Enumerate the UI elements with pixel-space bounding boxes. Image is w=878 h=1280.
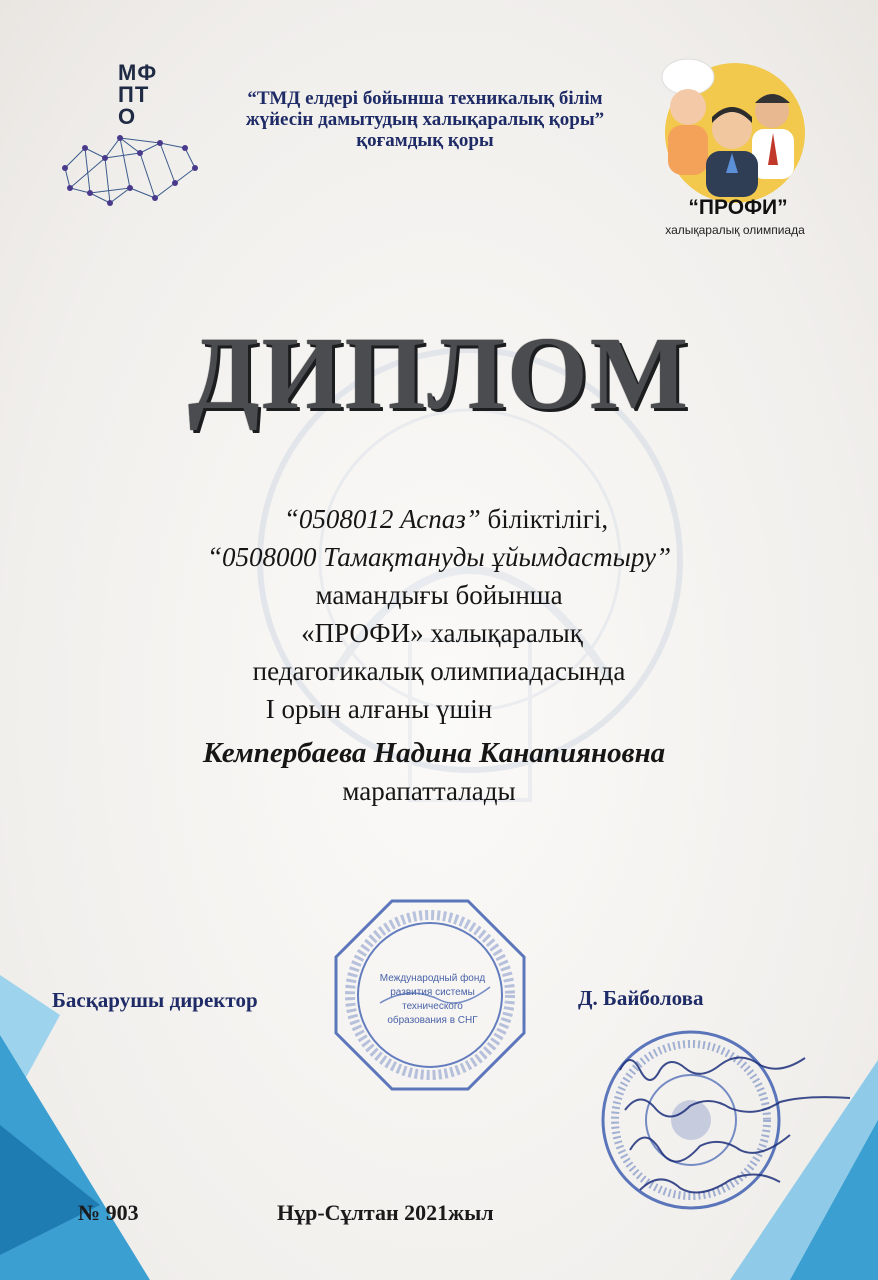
diploma-number: № 903 bbox=[78, 1200, 139, 1225]
diploma-title: ДИПЛОМ bbox=[188, 316, 690, 431]
profi-logo-subtitle: халықаралық олимпиада bbox=[665, 223, 805, 237]
profi-logo-title: “ПРОФИ” bbox=[688, 196, 788, 219]
mfpto-logo bbox=[60, 62, 200, 212]
corner-decoration-left bbox=[0, 975, 160, 1280]
director-title: Басқарушы директор bbox=[52, 988, 258, 1012]
specialty-line: “0508000 Тамақтануды ұйымдастыру” bbox=[206, 542, 672, 572]
network-map-icon bbox=[60, 128, 200, 208]
qualification-code: “0508012 Аспаз” bbox=[283, 504, 481, 534]
signatory-name: Д. Байболова bbox=[578, 986, 704, 1010]
qualification-line bbox=[0, 500, 878, 538]
place-and-date: Нұр-Сұлтан 2021жыл bbox=[277, 1200, 494, 1225]
recipient-name: Кемпербаева Надина Канапияновна bbox=[202, 737, 666, 769]
handwritten-signature bbox=[590, 1040, 870, 1210]
stamp-inner-text: Международный фонд развития системы технического образования в СНГ bbox=[379, 973, 486, 1026]
diploma-body bbox=[0, 500, 878, 810]
mfpto-logo-text: МФ ПТ О bbox=[118, 60, 158, 129]
award-text: марапатталады bbox=[342, 776, 516, 806]
specialty-label: мамандығы бойынша bbox=[315, 580, 563, 610]
olympiad-type: педагогикалық олимпиадасында bbox=[252, 656, 626, 686]
place-line: I орын алғаны үшін bbox=[265, 694, 493, 724]
organization-name: “ТМД елдері бойынша техникалық білім жүйесін дамытудың халықаралық қоры” қоғамдық қоры bbox=[245, 88, 605, 151]
olympiad-name: «ПРОФИ» халықаралық bbox=[301, 618, 583, 648]
qualification-word: біліктілігі, bbox=[480, 504, 609, 534]
